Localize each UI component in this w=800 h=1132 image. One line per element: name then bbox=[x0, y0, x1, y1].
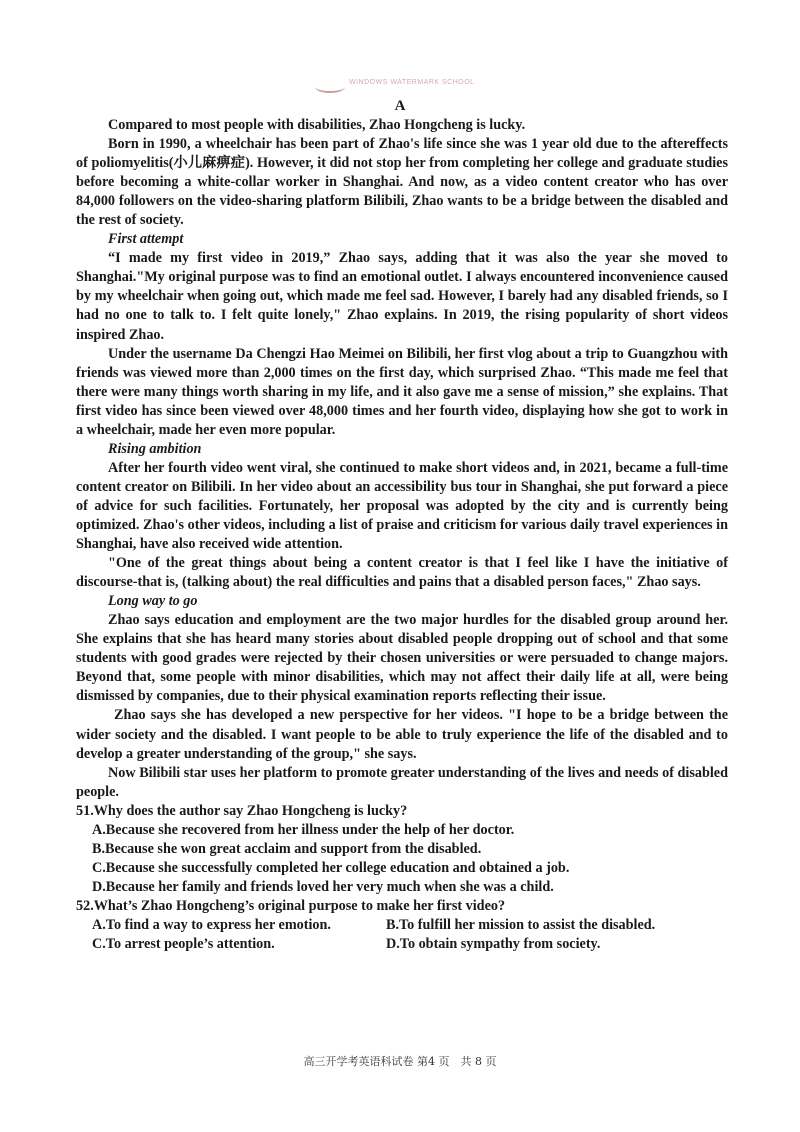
question-52-option-b: B.To fulfill her mission to assist the disabled. bbox=[386, 916, 656, 933]
paragraph-8: Now Bilibili star uses her platform to promote greater understanding of the lives and needs of disabled people. bbox=[76, 764, 728, 800]
passage-body bbox=[76, 116, 728, 954]
question-51-stem: 51.Why does the author say Zhao Hongcheng is lucky? bbox=[76, 802, 408, 819]
question-52-options-row-2 bbox=[76, 935, 728, 954]
question-52-options-row-1 bbox=[76, 916, 728, 935]
page-footer: 高三开学考英语科试卷 第4 页 共 8 页 bbox=[303, 1055, 497, 1068]
question-52-option-a: A.To find a way to express her emotion. bbox=[92, 916, 331, 933]
section-letter: A bbox=[394, 98, 406, 114]
question-51-option-b: B.Because she won great acclaim and support from the disabled. bbox=[92, 840, 482, 857]
question-52-option-c: C.To arrest people’s attention. bbox=[92, 936, 275, 953]
subheading-rising-ambition: Rising ambition bbox=[108, 440, 202, 457]
question-51-option-c: C.Because she successfully completed her college education and obtained a job. bbox=[92, 859, 570, 876]
question-51-option-d: D.Because her family and friends loved her very much when she was a child. bbox=[92, 878, 554, 895]
watermark-text: WINDOWS WATERMARK SCHOOL bbox=[349, 79, 475, 86]
paragraph-7: Zhao says she has developed a new perspective for her videos. "I hope to be a bridge between the wider society and the disabled. I want people to be able to truly experience the life of the disabled and to develop a greater understanding of the group," she says. bbox=[76, 707, 728, 762]
question-52-option-d: D.To obtain sympathy from society. bbox=[386, 936, 601, 953]
paragraph-5: "One of the great things about being a content creator is that I feel like I have the initiative of discourse-that is, (talking about) the real difficulties and pains that a disabled person faces," Zhao says. bbox=[76, 555, 728, 591]
subheading-long-way: Long way to go bbox=[108, 593, 198, 610]
paragraph-4: After her fourth video went viral, she continued to make short videos and, in 2021, became a full-time content creator on Bilibili. In her video about an accessibility bus tour in Shanghai, she put forward a piece of advice for such facilities. Fortunately, her proposal was adopted by the city and is currently being optimized. Zhao's other videos, including a list of praise and criticism for various daily travel experiences in Shanghai, have also received wide attention. bbox=[76, 459, 728, 553]
header-watermark bbox=[315, 79, 490, 91]
subheading-first-attempt: First attempt bbox=[108, 231, 184, 248]
paragraph-3: Under the username Da Chengzi Hao Meimei on Bilibili, her first vlog about a trip to Guangzhou with friends was viewed more than 2,000 times on the first day, which surprised Zhao. “This made me feel that there were many things worth sharing in my life, and it also gave me a sense of mission,” she explains. That first video has since been viewed over 48,000 times and her fourth video, displaying how she got to work in a wheelchair, made her even more popular. bbox=[76, 345, 728, 438]
watermark-arc bbox=[315, 81, 345, 93]
lead-paragraph: Compared to most people with disabilities, Zhao Hongcheng is lucky. bbox=[108, 117, 526, 133]
question-52-stem: 52.What’s Zhao Hongcheng’s original purpose to make her first video? bbox=[76, 897, 506, 914]
paragraph-1: Born in 1990, a wheelchair has been part of Zhao's life since she was 1 year old due to the aftereffects of poliomyelitis(小儿麻痹症). However, it did not stop her from completing her college and graduate studies before becoming a white-collar worker in Shanghai. And now, as a video content creator who has over 84,000 followers on the video-sharing platform Bilibili, Zhao wants to be a bridge between the disabled and the rest of society. bbox=[76, 136, 728, 229]
paragraph-6: Zhao says education and employment are the two major hurdles for the disabled group around her. She explains that she has heard many stories about disabled people dropping out of school and that some students with good grades were rejected by their chosen universities or were persuaded to change majors. Beyond that, some people with minor disabilities, which may not affect their daily life at all, were being dismissed by companies, due to their physical examination reports reflecting their issue. bbox=[76, 612, 728, 705]
paragraph-2: “I made my first video in 2019,” Zhao says, adding that it was also the year she moved to Shanghai."My original purpose was to find an emotional outlet. I always encountered inconvenience caused by my wheelchair when going out, which made me feel sad. However, I barely had any disabled friends, so I had no one to talk to. I felt quite lonely," Zhao explains. In 2019, the rising popularity of short videos inspired Zhao. bbox=[76, 250, 728, 343]
question-51-option-a: A.Because she recovered from her illness under the help of her doctor. bbox=[92, 821, 515, 838]
